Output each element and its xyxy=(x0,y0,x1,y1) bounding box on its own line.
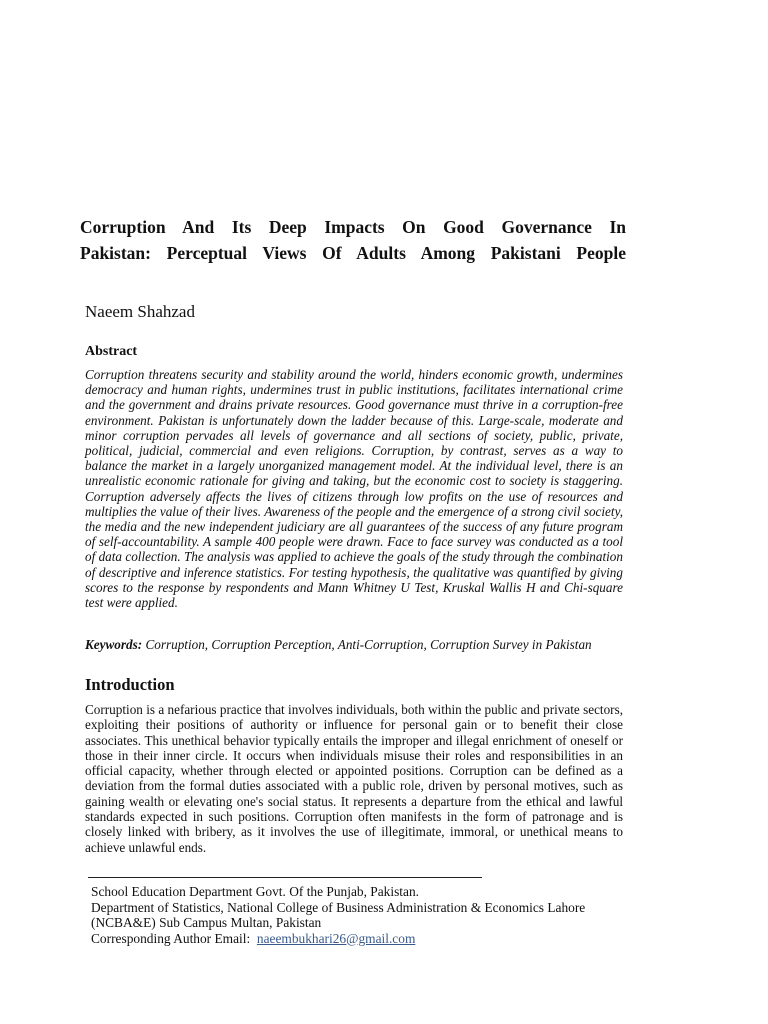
footnotes xyxy=(91,884,627,946)
keywords-label: Keywords: xyxy=(85,637,143,652)
keywords-text: Corruption, Corruption Perception, Anti-Corruption, Corruption Survey in Pakistan xyxy=(145,637,592,652)
introduction-text: Corruption is a nefarious practice that involves individuals, both within the public and private sectors, exploiting their positions of authority or influence for personal gain or to benefit their close associates. This unethical behavior typically entails the improper and illegal enrichment of oneself or those in their inner circle. It occurs when individuals misuse their roles and responsibilities in an official capacity, whether through elected or appointed positions. Corruption can be defined as a deviation from the formal duties associated with a public role, driven by personal motives, such as gaining wealth or elevating one's social status. It represents a departure from the ethical and lawful standards expected in such positions. Corruption often manifests in the form of patronage and is closely linked with bribery, as it involves the use of illegitimate, immoral, or unethical means to achieve unlawful ends. xyxy=(85,702,623,855)
abstract-text: Corruption threatens security and stability around the world, hinders economic growth, undermines democracy and human rights, undermines trust in public institutions, facilitates international crime and the government and drains private resources. Good governance must thrive in a corruption-free environment. Pakistan is unfortunately down the ladder because of this. Large-scale, moderate and minor corruption pervades all levels of governance and all sections of society, public, private, political, judicial, commercial and even religions. Corruption, by contrast, serves as a way to balance the market in a largely unorganized management model. At the individual level, there is an unrealistic economic rationale for giving and taking, but the economic cost to society is staggering. Corruption adversely affects the lives of citizens through low profits on the use of resources and multiplies the value of their lives. Awareness of the people and the emergence of a strong civil society, the media and the new independent judiciary are all guarantees of the success of any future program of self-accountability. A sample 400 people were drawn. Face to face survey was conducted as a tool of data collection. The analysis was applied to achieve the goals of the study through the combination of descriptive and inference statistics. For testing hypothesis, the qualitative was quantified by giving scores to the response by respondents and Mann Whitney U Test, Kruskal Wallis H and Chi-square test were applied. xyxy=(85,367,623,611)
footnote-affiliation-1: School Education Department Govt. Of the Punjab, Pakistan. xyxy=(91,884,420,899)
keywords xyxy=(85,637,623,652)
introduction-heading: Introduction xyxy=(85,675,175,694)
author-email-link[interactable]: naeembukhari26@gmail.com xyxy=(256,930,416,946)
footnote-email-line xyxy=(91,931,627,947)
title-line-2: Pakistan: Perceptual Views Of Adults Among Pakistani People xyxy=(80,243,626,263)
footnote-email-label: Corresponding Author Email: xyxy=(91,930,257,946)
title-line-1: Corruption And Its Deep Impacts On Good Governance In xyxy=(80,217,626,237)
footnote-divider xyxy=(88,877,482,878)
author-name: Naeem Shahzad xyxy=(85,302,195,321)
abstract-heading: Abstract xyxy=(85,344,138,359)
footnote-affiliation-2: Department of Statistics, National College of Business Administration & Economics Lahore (NCBA&E) Sub Campus Multan, Pakistan xyxy=(91,899,586,931)
paper-title xyxy=(80,214,626,266)
